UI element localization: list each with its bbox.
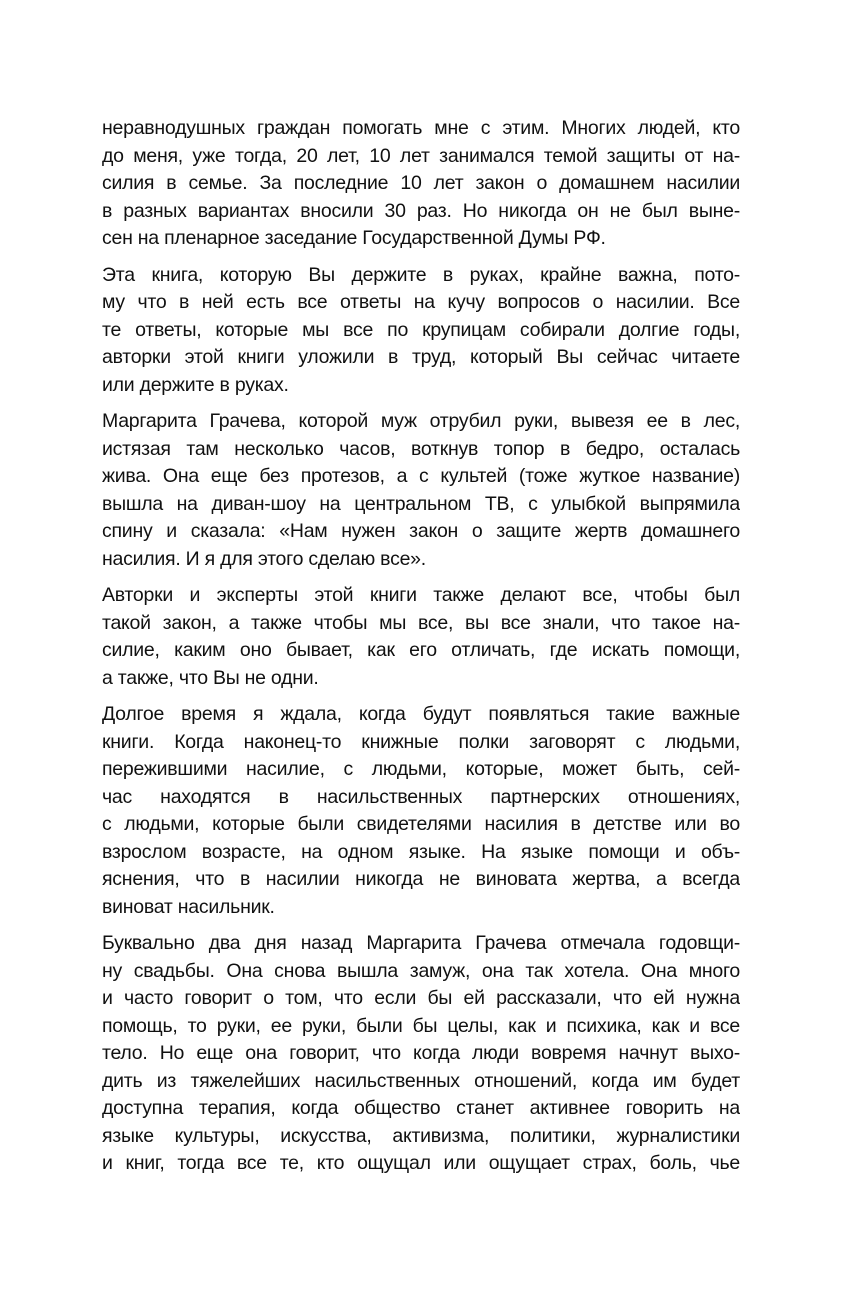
text-line: спину и сказала: «Нам нужен закон о защите жертв домашнего (102, 520, 740, 542)
text-line: жива. Она еще без протезов, а с культей (тоже жуткое название) (102, 465, 740, 487)
text-line: авторки этой книги уложили в труд, который Вы сейчас читаете (102, 346, 740, 368)
paragraph-6 (102, 930, 740, 1178)
text-line: Маргарита Грачева, которой муж отрубил руки, вывезя ее в лес, (102, 410, 740, 432)
paragraph-3 (102, 408, 740, 573)
text-line: а также, что Вы не одни. (102, 666, 319, 689)
text-line: Эта книга, которую Вы держите в руках, крайне важна, пото- (102, 263, 740, 286)
text-line: вышла на диван-шоу на центральном ТВ, с улыбкой выпрямила (102, 492, 740, 515)
text-line: час находятся в насильственных партнерских отношениях, (102, 785, 740, 808)
text-line: неравнодушных граждан помогать мне с этим. Многих людей, кто (102, 117, 740, 139)
text-line: и книг, тогда все те, кто ощущал или ощущает страх, боль, чье (102, 1152, 740, 1174)
text-line: Долгое время я ждала, когда будут появляться такие важные (102, 703, 740, 725)
body-text (102, 115, 740, 1187)
paragraph-2 (102, 262, 740, 400)
text-line: книги. Когда наконец-то книжные полки заговорят с людьми, (102, 730, 740, 753)
text-line: Буквально два дня назад Маргарита Грачева отмечала годовщи- (102, 932, 740, 954)
text-line: или держите в руках. (102, 373, 289, 396)
paragraph-4 (102, 582, 740, 692)
text-line: яснения, что в насилии никогда не виновата жертва, а всегда (102, 868, 740, 890)
text-line: сен на пленарное заседание Государственной Думы РФ. (102, 227, 606, 249)
text-line: силия в семье. За последние 10 лет закон о домашнем насилии (102, 172, 740, 194)
text-line: помощь, то руки, ее руки, были бы целы, как и психика, как и все (102, 1014, 740, 1037)
text-line: силие, каким оно бывает, как его отличать, где искать помощи, (102, 639, 740, 661)
text-line: истязая там несколько часов, воткнув топор в бедро, осталась (102, 437, 740, 460)
text-line: доступна терапия, когда общество станет активнее говорить на (102, 1097, 740, 1119)
text-line: до меня, уже тогда, 20 лет, 10 лет занимался темой защиты от на- (102, 144, 740, 167)
paragraph-1 (102, 115, 740, 253)
text-line: такой закон, а также чтобы мы все, вы все знали, что такое на- (102, 611, 740, 634)
text-line: в разных вариантах вносили 30 раз. Но никогда он не был выне- (102, 199, 740, 222)
text-line: ну свадьбы. Она снова вышла замуж, она так хотела. Она много (102, 959, 740, 982)
text-line: языке культуры, искусства, активизма, политики, журналистики (102, 1124, 740, 1147)
text-line: му что в ней есть все ответы на кучу вопросов о насилии. Все (102, 291, 740, 313)
text-line: те ответы, которые мы все по крупицам собирали долгие годы, (102, 318, 740, 341)
text-line: виноват насильник. (102, 895, 275, 918)
text-line: пережившими насилие, с людьми, которые, может быть, сей- (102, 758, 740, 780)
text-line: с людьми, которые были свидетелями насилия в детстве или во (102, 813, 740, 835)
text-line: насилия. И я для этого сделаю все». (102, 547, 426, 570)
text-line: дить из тяжелейших насильственных отношений, когда им будет (102, 1069, 740, 1092)
text-line: и часто говорит о том, что если бы ей рассказали, что ей нужна (102, 987, 740, 1009)
paragraph-5 (102, 701, 740, 921)
text-line: тело. Но еще она говорит, что когда люди вовремя начнут выхо- (102, 1042, 740, 1064)
text-line: взрослом возрасте, на одном языке. На языке помощи и объ- (102, 840, 740, 863)
text-line: Авторки и эксперты этой книги также делают все, чтобы был (102, 584, 740, 606)
